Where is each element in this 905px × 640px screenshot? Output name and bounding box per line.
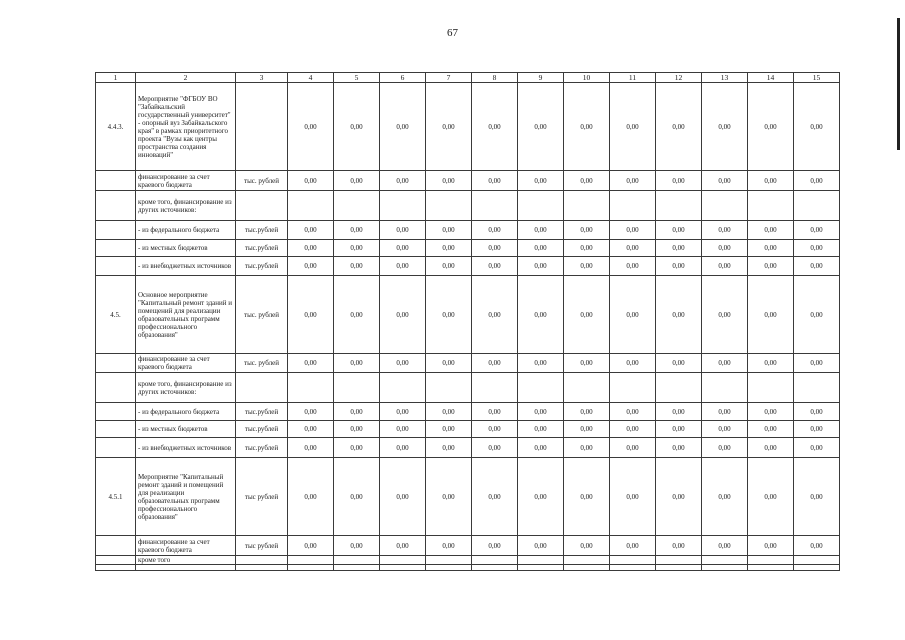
- header-cell: 4: [288, 73, 334, 83]
- value-cell: 0,00: [564, 421, 610, 438]
- value-cell: [564, 565, 610, 571]
- header-cell: 2: [136, 73, 236, 83]
- row-number-cell: [96, 438, 136, 458]
- description-cell: - из местных бюджетов: [136, 240, 236, 257]
- value-cell: 0,00: [564, 83, 610, 171]
- row-number-cell: [96, 536, 136, 556]
- value-cell: 0,00: [748, 438, 794, 458]
- value-cell: 0,00: [288, 421, 334, 438]
- unit-cell: [236, 191, 288, 221]
- value-cell: 0,00: [380, 171, 426, 191]
- value-cell: 0,00: [656, 240, 702, 257]
- value-cell: [564, 373, 610, 403]
- value-cell: 0,00: [426, 354, 472, 373]
- value-cell: [794, 191, 840, 221]
- value-cell: 0,00: [564, 276, 610, 354]
- header-cell: 5: [334, 73, 380, 83]
- value-cell: 0,00: [748, 83, 794, 171]
- value-cell: [610, 556, 656, 565]
- row-number-cell: [96, 403, 136, 421]
- value-cell: 0,00: [564, 240, 610, 257]
- value-cell: 0,00: [610, 403, 656, 421]
- value-cell: 0,00: [288, 354, 334, 373]
- unit-cell: тыс.рублей: [236, 240, 288, 257]
- unit-cell: [236, 83, 288, 171]
- value-cell: 0,00: [288, 438, 334, 458]
- value-cell: 0,00: [702, 171, 748, 191]
- value-cell: 0,00: [794, 438, 840, 458]
- value-cell: 0,00: [426, 438, 472, 458]
- value-cell: 0,00: [794, 403, 840, 421]
- value-cell: 0,00: [288, 403, 334, 421]
- value-cell: [472, 565, 518, 571]
- value-cell: [656, 565, 702, 571]
- value-cell: 0,00: [564, 536, 610, 556]
- description-cell: - из внебюджетных источников: [136, 257, 236, 276]
- value-cell: [472, 373, 518, 403]
- value-cell: [334, 373, 380, 403]
- row-number-cell: 4.5.1: [96, 458, 136, 536]
- unit-cell: [236, 565, 288, 571]
- value-cell: [656, 191, 702, 221]
- value-cell: 0,00: [518, 438, 564, 458]
- value-cell: [518, 565, 564, 571]
- table-row: [96, 536, 840, 556]
- header-cell: 12: [656, 73, 702, 83]
- value-cell: 0,00: [702, 438, 748, 458]
- value-cell: 0,00: [518, 403, 564, 421]
- value-cell: 0,00: [610, 240, 656, 257]
- value-cell: 0,00: [288, 83, 334, 171]
- value-cell: 0,00: [564, 171, 610, 191]
- table-row: [96, 221, 840, 240]
- value-cell: 0,00: [794, 276, 840, 354]
- value-cell: [748, 191, 794, 221]
- value-cell: 0,00: [518, 240, 564, 257]
- value-cell: 0,00: [426, 171, 472, 191]
- value-cell: [518, 373, 564, 403]
- value-cell: 0,00: [380, 240, 426, 257]
- table-row: [96, 403, 840, 421]
- value-cell: 0,00: [288, 171, 334, 191]
- header-cell: 8: [472, 73, 518, 83]
- row-number-cell: [96, 354, 136, 373]
- description-cell: кроме того, финансирование из других источников:: [136, 191, 236, 221]
- value-cell: 0,00: [564, 221, 610, 240]
- value-cell: [426, 373, 472, 403]
- value-cell: 0,00: [380, 421, 426, 438]
- value-cell: [610, 565, 656, 571]
- value-cell: [380, 556, 426, 565]
- value-cell: 0,00: [334, 257, 380, 276]
- value-cell: 0,00: [472, 403, 518, 421]
- value-cell: 0,00: [288, 221, 334, 240]
- value-cell: [702, 565, 748, 571]
- value-cell: 0,00: [794, 354, 840, 373]
- row-number-cell: [96, 191, 136, 221]
- description-cell: финансирование за счет краевого бюджета: [136, 171, 236, 191]
- table-row: [96, 373, 840, 403]
- value-cell: [472, 556, 518, 565]
- value-cell: [288, 565, 334, 571]
- value-cell: 0,00: [426, 276, 472, 354]
- value-cell: [426, 191, 472, 221]
- value-cell: 0,00: [610, 354, 656, 373]
- value-cell: 0,00: [334, 438, 380, 458]
- unit-cell: тыс рублей: [236, 536, 288, 556]
- table-row: [96, 83, 840, 171]
- value-cell: 0,00: [518, 221, 564, 240]
- value-cell: 0,00: [380, 83, 426, 171]
- value-cell: 0,00: [702, 83, 748, 171]
- description-cell: - из федерального бюджета: [136, 221, 236, 240]
- value-cell: 0,00: [656, 458, 702, 536]
- value-cell: 0,00: [380, 257, 426, 276]
- description-cell: финансирование за счет краевого бюджета: [136, 354, 236, 373]
- header-cell: 14: [748, 73, 794, 83]
- value-cell: 0,00: [610, 171, 656, 191]
- value-cell: 0,00: [794, 171, 840, 191]
- value-cell: 0,00: [426, 240, 472, 257]
- row-number-cell: [96, 257, 136, 276]
- value-cell: 0,00: [748, 171, 794, 191]
- page-number: 67: [447, 27, 458, 39]
- value-cell: 0,00: [656, 257, 702, 276]
- value-cell: [702, 556, 748, 565]
- row-number-cell: [96, 221, 136, 240]
- value-cell: [564, 556, 610, 565]
- value-cell: [702, 191, 748, 221]
- value-cell: 0,00: [794, 421, 840, 438]
- value-cell: 0,00: [564, 257, 610, 276]
- header-cell: 11: [610, 73, 656, 83]
- description-cell: финансирование за счет краевого бюджета: [136, 536, 236, 556]
- table-row: [96, 565, 840, 571]
- value-cell: 0,00: [426, 458, 472, 536]
- value-cell: 0,00: [656, 403, 702, 421]
- value-cell: [426, 565, 472, 571]
- value-cell: 0,00: [288, 276, 334, 354]
- value-cell: 0,00: [334, 354, 380, 373]
- value-cell: [610, 373, 656, 403]
- value-cell: 0,00: [334, 458, 380, 536]
- value-cell: 0,00: [610, 536, 656, 556]
- row-number-cell: [96, 565, 136, 571]
- value-cell: 0,00: [794, 221, 840, 240]
- value-cell: 0,00: [794, 257, 840, 276]
- value-cell: 0,00: [334, 536, 380, 556]
- value-cell: [656, 556, 702, 565]
- unit-cell: тыс рублей: [236, 458, 288, 536]
- description-cell: Мероприятие "Капитальный ремонт зданий и помещений для реализации образовательных программ профессионального образования": [136, 458, 236, 536]
- value-cell: 0,00: [610, 438, 656, 458]
- value-cell: [794, 556, 840, 565]
- value-cell: 0,00: [472, 536, 518, 556]
- value-cell: [656, 373, 702, 403]
- description-cell: - из местных бюджетов: [136, 421, 236, 438]
- value-cell: 0,00: [334, 221, 380, 240]
- value-cell: 0,00: [518, 276, 564, 354]
- unit-cell: тыс.рублей: [236, 403, 288, 421]
- row-number-cell: [96, 240, 136, 257]
- value-cell: 0,00: [702, 221, 748, 240]
- value-cell: 0,00: [472, 171, 518, 191]
- value-cell: 0,00: [702, 458, 748, 536]
- description-cell: кроме того: [136, 556, 236, 565]
- header-cell: 9: [518, 73, 564, 83]
- table-row: [96, 438, 840, 458]
- value-cell: 0,00: [564, 458, 610, 536]
- description-cell: Основное мероприятие "Капитальный ремонт зданий и помещений для реализации образовательных программ профессионального образования": [136, 276, 236, 354]
- value-cell: [472, 191, 518, 221]
- value-cell: [288, 373, 334, 403]
- value-cell: 0,00: [334, 403, 380, 421]
- value-cell: [748, 373, 794, 403]
- table-body: [96, 73, 840, 571]
- value-cell: 0,00: [748, 257, 794, 276]
- description-cell: - из федерального бюджета: [136, 403, 236, 421]
- value-cell: [334, 191, 380, 221]
- header-cell: 10: [564, 73, 610, 83]
- value-cell: 0,00: [334, 83, 380, 171]
- value-cell: 0,00: [380, 438, 426, 458]
- value-cell: 0,00: [518, 257, 564, 276]
- value-cell: 0,00: [702, 240, 748, 257]
- value-cell: 0,00: [426, 221, 472, 240]
- value-cell: 0,00: [748, 458, 794, 536]
- value-cell: 0,00: [472, 83, 518, 171]
- value-cell: 0,00: [518, 421, 564, 438]
- value-cell: 0,00: [610, 276, 656, 354]
- row-number-cell: [96, 421, 136, 438]
- header-cell: 3: [236, 73, 288, 83]
- value-cell: [564, 191, 610, 221]
- unit-cell: тыс.рублей: [236, 438, 288, 458]
- value-cell: 0,00: [748, 276, 794, 354]
- value-cell: 0,00: [748, 240, 794, 257]
- header-row: [96, 73, 840, 83]
- table-row: [96, 354, 840, 373]
- value-cell: 0,00: [380, 354, 426, 373]
- value-cell: 0,00: [702, 403, 748, 421]
- unit-cell: [236, 373, 288, 403]
- value-cell: [426, 556, 472, 565]
- value-cell: 0,00: [610, 83, 656, 171]
- value-cell: 0,00: [794, 536, 840, 556]
- value-cell: 0,00: [702, 276, 748, 354]
- value-cell: 0,00: [426, 83, 472, 171]
- row-number-cell: [96, 556, 136, 565]
- value-cell: 0,00: [380, 458, 426, 536]
- unit-cell: тыс. рублей: [236, 171, 288, 191]
- value-cell: 0,00: [656, 421, 702, 438]
- value-cell: [380, 565, 426, 571]
- unit-cell: тыс. рублей: [236, 354, 288, 373]
- value-cell: 0,00: [656, 83, 702, 171]
- value-cell: 0,00: [518, 354, 564, 373]
- value-cell: 0,00: [426, 403, 472, 421]
- unit-cell: тыс.рублей: [236, 221, 288, 240]
- value-cell: 0,00: [702, 421, 748, 438]
- scan-edge-mark: [897, 18, 900, 150]
- table-row: [96, 556, 840, 565]
- value-cell: 0,00: [380, 536, 426, 556]
- value-cell: 0,00: [610, 257, 656, 276]
- value-cell: 0,00: [748, 536, 794, 556]
- value-cell: [702, 373, 748, 403]
- value-cell: 0,00: [334, 276, 380, 354]
- unit-cell: [236, 556, 288, 565]
- value-cell: 0,00: [288, 257, 334, 276]
- value-cell: [334, 565, 380, 571]
- row-number-cell: 4.4.3.: [96, 83, 136, 171]
- value-cell: 0,00: [564, 403, 610, 421]
- value-cell: 0,00: [794, 83, 840, 171]
- header-cell: 15: [794, 73, 840, 83]
- unit-cell: тыс.рублей: [236, 421, 288, 438]
- value-cell: 0,00: [794, 240, 840, 257]
- value-cell: 0,00: [564, 354, 610, 373]
- value-cell: 0,00: [334, 421, 380, 438]
- value-cell: 0,00: [656, 536, 702, 556]
- value-cell: 0,00: [702, 536, 748, 556]
- row-number-cell: [96, 373, 136, 403]
- value-cell: [610, 191, 656, 221]
- table-row: [96, 458, 840, 536]
- value-cell: 0,00: [380, 221, 426, 240]
- table-row: [96, 276, 840, 354]
- value-cell: 0,00: [518, 171, 564, 191]
- table-row: [96, 240, 840, 257]
- value-cell: 0,00: [288, 458, 334, 536]
- value-cell: [748, 565, 794, 571]
- value-cell: 0,00: [472, 221, 518, 240]
- unit-cell: тыс. рублей: [236, 276, 288, 354]
- value-cell: 0,00: [334, 171, 380, 191]
- description-cell: Мероприятие "ФГБОУ ВО "Забайкальский государственный университет" - опорный вуз Забайкальского края" в рамках приоритетного проекта "Вузы как центры пространства создания инноваций": [136, 83, 236, 171]
- value-cell: 0,00: [564, 438, 610, 458]
- value-cell: 0,00: [702, 354, 748, 373]
- value-cell: 0,00: [426, 421, 472, 438]
- value-cell: [794, 373, 840, 403]
- value-cell: 0,00: [656, 171, 702, 191]
- unit-cell: тыс.рублей: [236, 257, 288, 276]
- value-cell: [518, 191, 564, 221]
- budget-table: [95, 72, 840, 571]
- value-cell: [288, 191, 334, 221]
- value-cell: [748, 556, 794, 565]
- value-cell: 0,00: [656, 438, 702, 458]
- value-cell: 0,00: [748, 221, 794, 240]
- value-cell: 0,00: [656, 221, 702, 240]
- value-cell: 0,00: [472, 240, 518, 257]
- value-cell: 0,00: [656, 354, 702, 373]
- value-cell: 0,00: [472, 421, 518, 438]
- description-cell: [136, 565, 236, 571]
- value-cell: 0,00: [518, 536, 564, 556]
- value-cell: 0,00: [426, 536, 472, 556]
- table-row: [96, 191, 840, 221]
- value-cell: 0,00: [794, 458, 840, 536]
- value-cell: 0,00: [748, 403, 794, 421]
- table-row: [96, 421, 840, 438]
- value-cell: 0,00: [426, 257, 472, 276]
- value-cell: [380, 191, 426, 221]
- value-cell: 0,00: [748, 421, 794, 438]
- value-cell: 0,00: [748, 354, 794, 373]
- value-cell: [288, 556, 334, 565]
- value-cell: 0,00: [472, 438, 518, 458]
- header-cell: 13: [702, 73, 748, 83]
- header-cell: 6: [380, 73, 426, 83]
- value-cell: 0,00: [472, 257, 518, 276]
- row-number-cell: [96, 171, 136, 191]
- value-cell: 0,00: [380, 403, 426, 421]
- row-number-cell: 4.5.: [96, 276, 136, 354]
- value-cell: 0,00: [334, 240, 380, 257]
- value-cell: 0,00: [288, 536, 334, 556]
- value-cell: 0,00: [610, 421, 656, 438]
- description-cell: кроме того, финансирование из других источников:: [136, 373, 236, 403]
- table-row: [96, 257, 840, 276]
- value-cell: 0,00: [656, 276, 702, 354]
- header-cell: 1: [96, 73, 136, 83]
- value-cell: 0,00: [518, 458, 564, 536]
- value-cell: 0,00: [472, 276, 518, 354]
- value-cell: 0,00: [518, 83, 564, 171]
- value-cell: 0,00: [472, 354, 518, 373]
- table-row: [96, 171, 840, 191]
- value-cell: [794, 565, 840, 571]
- value-cell: 0,00: [702, 257, 748, 276]
- value-cell: 0,00: [380, 276, 426, 354]
- value-cell: [334, 556, 380, 565]
- value-cell: [518, 556, 564, 565]
- header-cell: 7: [426, 73, 472, 83]
- value-cell: [380, 373, 426, 403]
- description-cell: - из внебюджетных источников: [136, 438, 236, 458]
- value-cell: 0,00: [610, 458, 656, 536]
- value-cell: 0,00: [472, 458, 518, 536]
- value-cell: 0,00: [610, 221, 656, 240]
- value-cell: 0,00: [288, 240, 334, 257]
